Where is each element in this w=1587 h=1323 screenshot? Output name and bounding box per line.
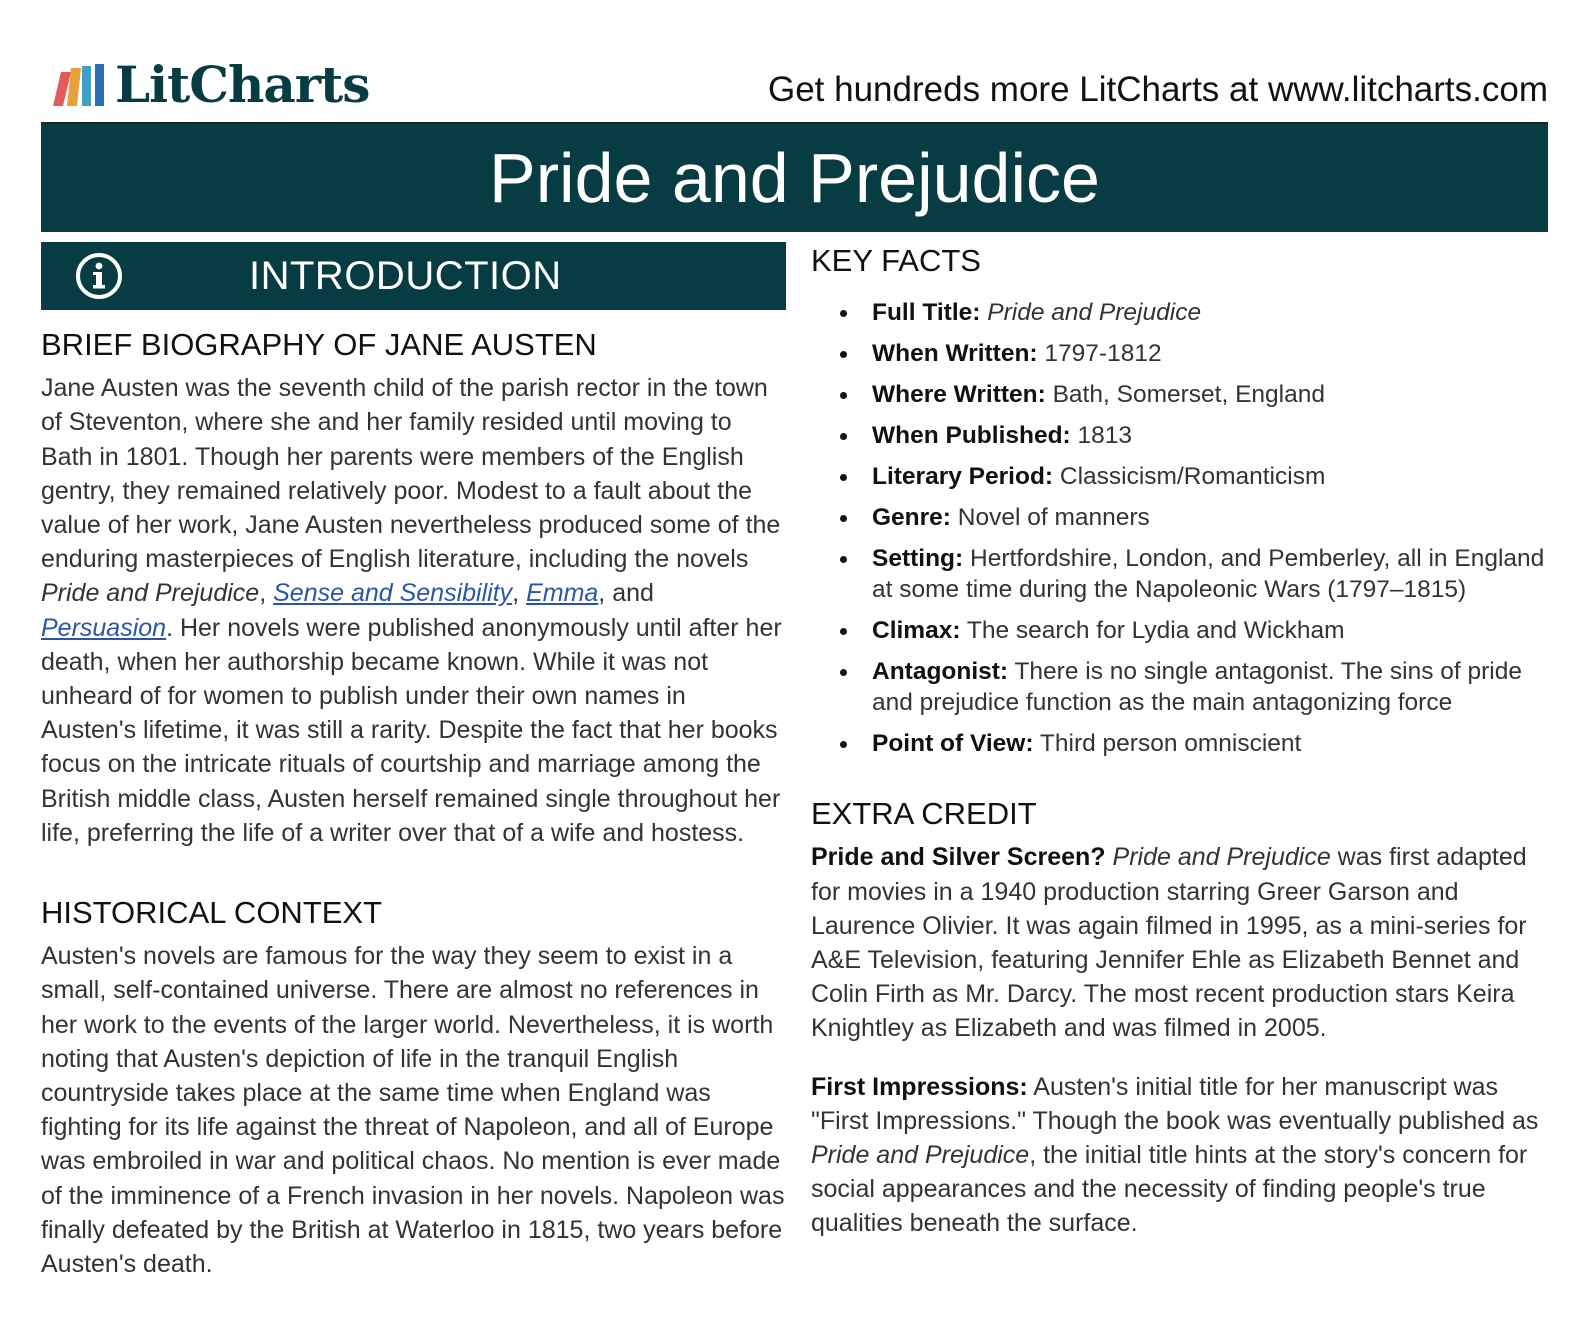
key-fact-value: Bath, Somerset, England: [1052, 381, 1325, 409]
key-fact-value: Classicism/Romanticism: [1059, 463, 1326, 491]
key-fact-label: When Published:: [872, 422, 1071, 450]
key-facts-list: [811, 297, 1551, 759]
key-fact-value: Third person omniscient: [1039, 730, 1302, 758]
litcharts-logo[interactable]: [51, 55, 370, 114]
key-fact-setting: [811, 543, 1551, 605]
key-fact-label: Full Title:: [872, 299, 981, 327]
extra-credit-italic: Pride and Prejudice: [1112, 843, 1331, 872]
link-persuasion[interactable]: Persuasion: [41, 613, 167, 642]
key-fact-value: There is no single antagonist. The sins of pride and prejudice function as the main antagonizing force: [872, 658, 1523, 717]
key-fact-value: The search for Lydia and Wickham: [966, 617, 1345, 645]
introduction-label: INTRODUCTION: [249, 254, 562, 298]
key-fact-value: 1797-1812: [1044, 340, 1162, 368]
key-fact-label: When Written:: [872, 340, 1038, 368]
extra-credit-lead: First Impressions:: [811, 1072, 1028, 1101]
biography-title-italic: Pride and Prejudice: [41, 579, 260, 608]
info-icon: [75, 252, 123, 300]
page-header: [41, 52, 1548, 122]
link-emma[interactable]: Emma: [526, 579, 599, 608]
key-fact-point-of-view: [811, 728, 1551, 759]
key-fact-where-written: [811, 379, 1551, 410]
key-fact-label: Climax:: [872, 617, 961, 645]
key-fact-when-written: [811, 338, 1551, 369]
biography-text-part1: Jane Austen was the seventh child of the parish rector in the town of Steventon, where she and her family resided until moving to Bath in 1801. Though her parents were members of the English gentry, they remained relatively poor. Modest to a fault about the value of her work, Jane Austen nevertheless produced some of the enduring masterpieces of English literature, including the novels: [41, 374, 781, 574]
historical-context-text: Austen's novels are famous for the way they seem to exist in a small, self-contained universe. There are almost no references in her work to the events of the larger world. Nevertheless, it is worth noting that Austen's depiction of life in the tranquil English countryside takes place at the same time when England was fighting for its life against the threat of Napoleon, and all of Europe was embroiled in war and political chaos. No mention is ever made of the imminence of a French invasion in her novels. Napoleon was finally defeated by the British at Waterloo in 1815, two years before Austen's death.: [41, 942, 785, 1279]
page-title: Pride and Prejudice: [489, 139, 1100, 217]
biography-text-part2: . Her novels were published anonymously until after her death, when her authorship became known. While it was not unheard of for women to publish under their own names in Austen's lifetime, it was still a rarity. Despite the fact that her books focus on the intricate rituals of courtship and marriage among the British middle class, Austen herself remained single throughout her life, preferring the life of a writer over that of a wife and hostess.: [41, 613, 782, 847]
key-fact-literary-period: [811, 461, 1551, 492]
extra-credit-text: Austen's initial title for her manuscript was "First Impressions." Though the book was eventually published as: [811, 1072, 1539, 1135]
key-facts-heading: KEY FACTS: [811, 243, 981, 278]
title-banner: [41, 124, 1548, 232]
key-fact-label: Where Written:: [872, 381, 1046, 409]
key-fact-value: Novel of manners: [957, 504, 1150, 532]
biography-sep: , and: [598, 579, 654, 608]
extra-credit-italic: Pride and Prejudice: [811, 1141, 1030, 1169]
biography-heading: BRIEF BIOGRAPHY OF JANE AUSTEN: [41, 327, 597, 362]
key-fact-when-published: [811, 420, 1551, 451]
right-column: [811, 242, 1551, 1241]
key-fact-label: Point of View:: [872, 730, 1034, 758]
biography-sep: ,: [259, 579, 274, 608]
extra-credit-text: , the initial title hints at the story's concern for social appearances and the necessity of finding people's true qualities beneath the surface.: [811, 1141, 1528, 1238]
key-fact-label: Genre:: [872, 504, 951, 532]
key-fact-full-title: [811, 297, 1551, 328]
key-fact-antagonist: [811, 656, 1551, 718]
historical-context-heading: HISTORICAL CONTEXT: [41, 895, 383, 931]
key-fact-value: Hertfordshire, London, and Pemberley, all in England at some time during the Napoleonic Wars (1797–1815): [872, 545, 1545, 604]
extra-credit-item-silver-screen: [811, 840, 1551, 1045]
extra-credit-lead: Pride and Silver Screen?: [811, 843, 1106, 872]
key-fact-genre: [811, 502, 1551, 533]
extra-credit-heading: EXTRA CREDIT: [811, 796, 1037, 832]
biography-text: [41, 371, 786, 850]
logo-wordmark: LitCharts: [115, 55, 370, 114]
key-fact-climax: [811, 615, 1551, 646]
key-fact-value: Pride and Prejudice: [987, 299, 1202, 327]
left-column: [41, 242, 786, 1281]
extra-credit-text: was first adapted for movies in a 1940 production starring Greer Garson and Laurence Olivier. It was again filmed in 1995, as a mini-series for A&E Television, featuring Jennifer Ehle as Elizabeth Bennet and Colin Firth as Mr. Darcy. The most recent production stars Keira Knightley as Elizabeth and was filmed in 2005.: [811, 843, 1527, 1043]
link-sense-and-sensibility[interactable]: Sense and Sensibility: [273, 579, 513, 608]
key-fact-label: Antagonist:: [872, 658, 1009, 686]
key-fact-value: 1813: [1077, 422, 1133, 450]
introduction-banner: [41, 242, 786, 310]
biography-sep: ,: [512, 579, 527, 608]
header-tagline: Get hundreds more LitCharts at www.litcharts.com: [767, 70, 1548, 109]
key-fact-label: Setting:: [872, 545, 964, 573]
extra-credit-item-first-impressions: [811, 1070, 1551, 1241]
logo-bars-icon: [51, 62, 105, 108]
key-fact-label: Literary Period:: [872, 463, 1054, 491]
